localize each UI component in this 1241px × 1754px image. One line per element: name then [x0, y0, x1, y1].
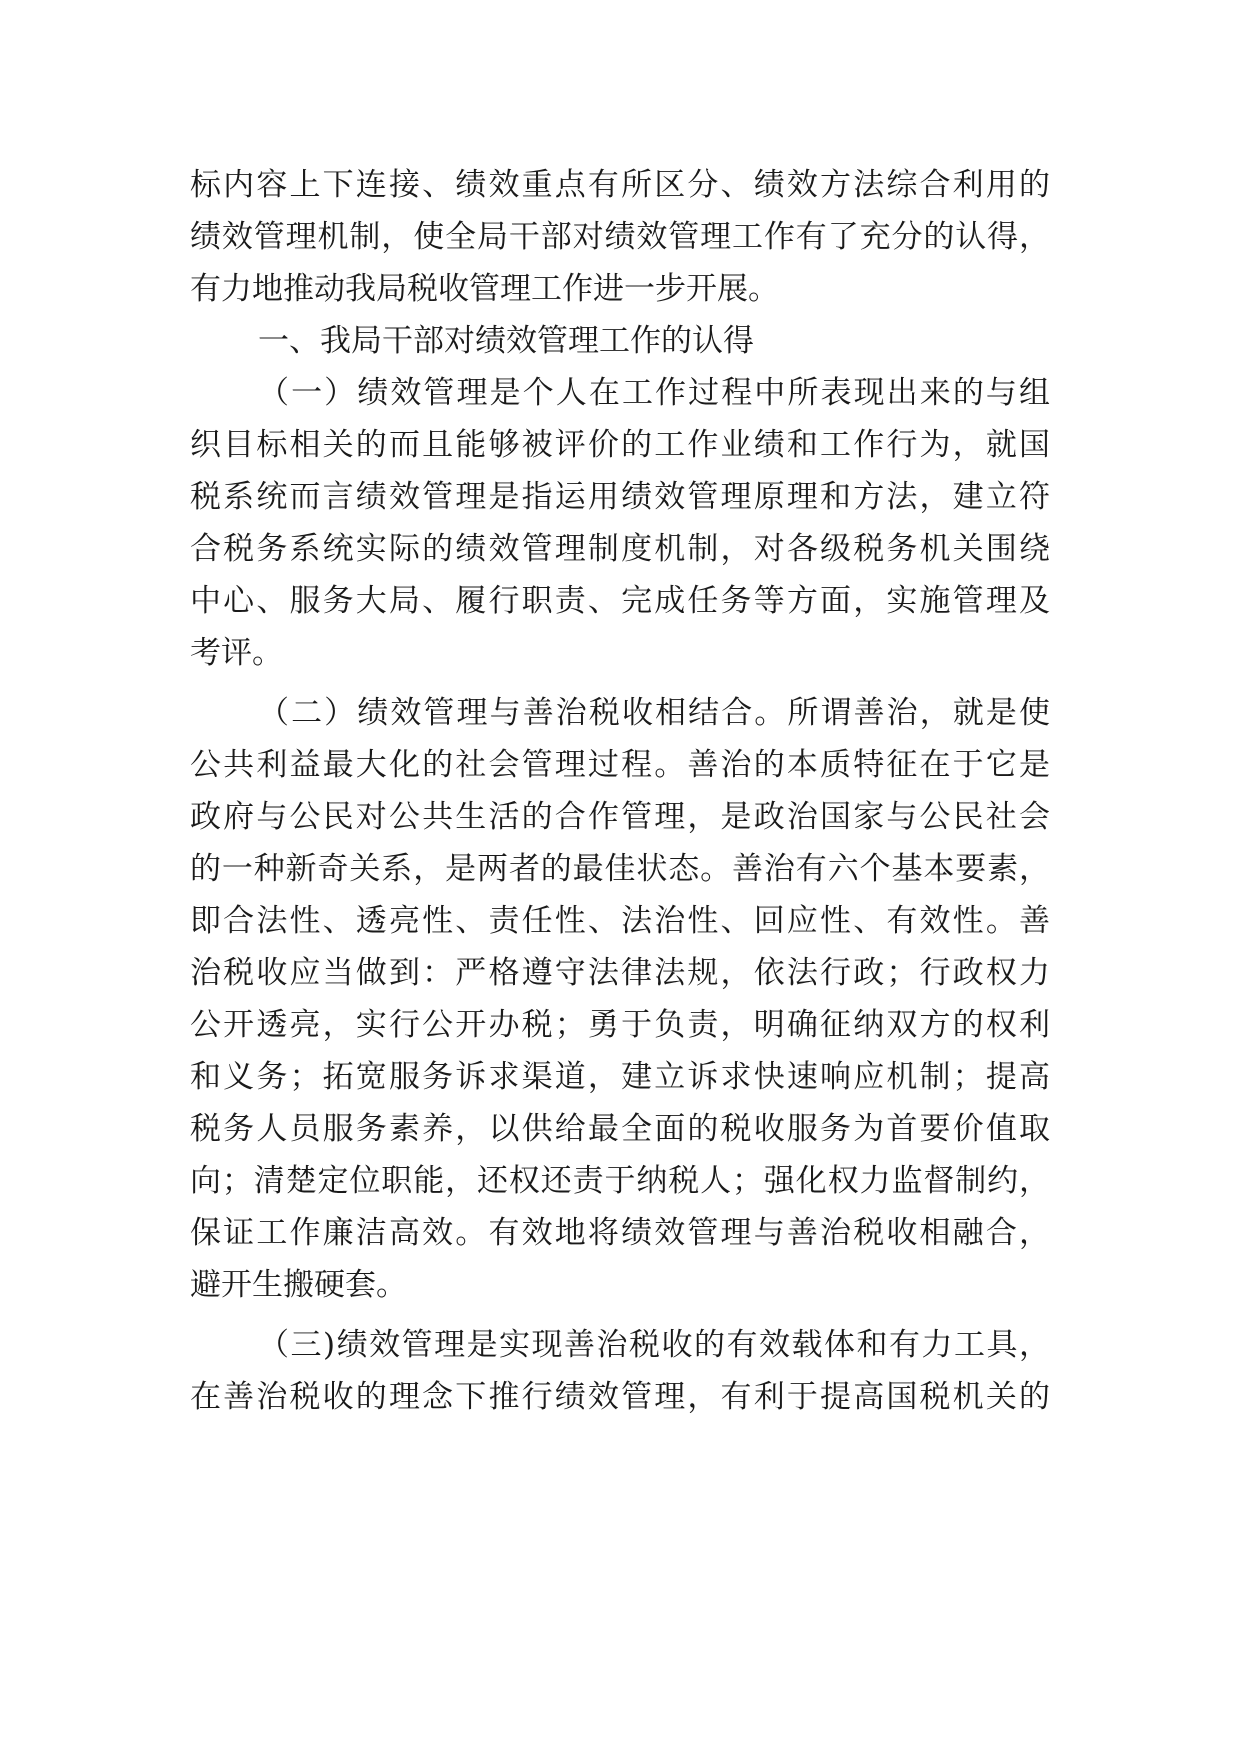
paragraph-first-line: （一）绩效管理是个人在工作过程中所表现出来的与组	[258, 375, 1050, 411]
body-line: 公共利益最大化的社会管理过程。善治的本质特征在于它是	[190, 747, 1050, 783]
body-line: 标内容上下连接、绩效重点有所区分、绩效方法综合利用的	[190, 167, 1050, 203]
body-line: 公开透亮，实行公开办税；勇于负责，明确征纳双方的权利	[190, 1007, 1050, 1043]
body-line: 政府与公民对公共生活的合作管理，是政治国家与公民社会	[190, 799, 1050, 835]
body-line: 向；清楚定位职能，还权还责于纳税人；强化权力监督制约，	[190, 1163, 1050, 1199]
section-heading: 一、我局干部对绩效管理工作的认得	[258, 323, 754, 359]
body-line: 即合法性、透亮性、责任性、法治性、回应性、有效性。善	[190, 903, 1050, 939]
paragraph-first-line: （二）绩效管理与善治税收相结合。所谓善治，就是使	[258, 695, 1050, 731]
body-line: 保证工作廉洁高效。有效地将绩效管理与善治税收相融合，	[190, 1215, 1050, 1251]
body-line: 在善治税收的理念下推行绩效管理，有利于提高国税机关的	[190, 1379, 1050, 1415]
body-line: 和义务；拓宽服务诉求渠道，建立诉求快速响应机制；提高	[190, 1059, 1050, 1095]
body-line: 的一种新奇关系，是两者的最佳状态。善治有六个基本要素，	[190, 851, 1050, 887]
body-line: 避开生搬硬套。	[190, 1267, 407, 1303]
body-line: 合税务系统实际的绩效管理制度机制，对各级税务机关围绕	[190, 531, 1050, 567]
body-line: 税系统而言绩效管理是指运用绩效管理原理和方法，建立符	[190, 479, 1050, 515]
body-line: 织目标相关的而且能够被评价的工作业绩和工作行为，就国	[190, 427, 1050, 463]
body-line: 治税收应当做到：严格遵守法律法规，依法行政；行政权力	[190, 955, 1050, 991]
body-line: 有力地推动我局税收管理工作进一步开展。	[190, 271, 779, 307]
body-line: 考评。	[190, 635, 283, 671]
body-line: 绩效管理机制，使全局干部对绩效管理工作有了充分的认得，	[190, 219, 1050, 255]
body-line: 中心、服务大局、履行职责、完成任务等方面，实施管理及	[190, 583, 1050, 619]
body-line: 税务人员服务素养，以供给最全面的税收服务为首要价值取	[190, 1111, 1050, 1147]
paragraph-first-line: （三)绩效管理是实现善治税收的有效载体和有力工具，	[258, 1327, 1050, 1363]
